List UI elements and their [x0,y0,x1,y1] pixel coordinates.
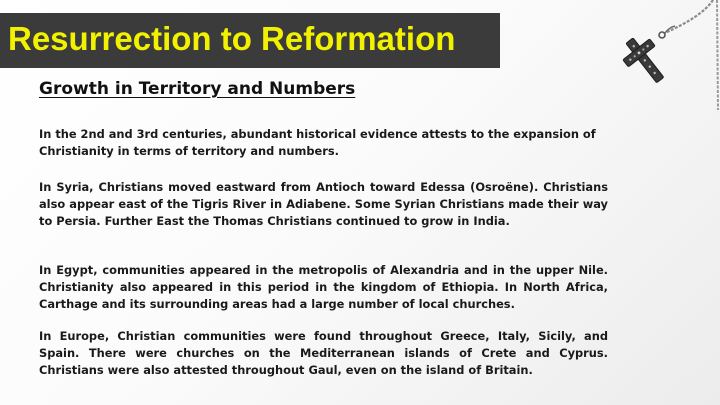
paragraph-expansion: In the 2nd and 3rd centuries, abundant historical evidence attests to the expansion of Christianity in terms of territory and numbers. [39,127,596,159]
slide-title: Resurrection to Reformation [8,20,456,57]
title-bar [0,13,500,68]
paragraph-egypt: In Egypt, communities appeared in the metropolis of Alexandria and in the upper Nile. Christianity also appeared in this period in the kingdom of Ethiopia. In North Africa, Carthage and its surrounding areas had a large number of local churches. [39,263,608,312]
paragraph-syria: In Syria, Christians moved eastward from Antioch toward Edessa (Osroëne). Christians also appear east of the Tigris River in Adiabene. Some Syrian Christians made their way to Persia. Further East the Thomas Christians continued to grow in India. [39,180,608,229]
chain-icon [708,0,720,110]
cross-pendant-icon [605,0,720,95]
slide-subtitle: Growth in Territory and Numbers [39,79,356,99]
paragraph-europe: In Europe, Christian communities were found throughout Greece, Italy, Sicily, and Spain. There were churches on the Mediterranean islands of Crete and Cyprus. Christians were also attested throughout Gaul, even on the island of Britain. [39,329,608,378]
